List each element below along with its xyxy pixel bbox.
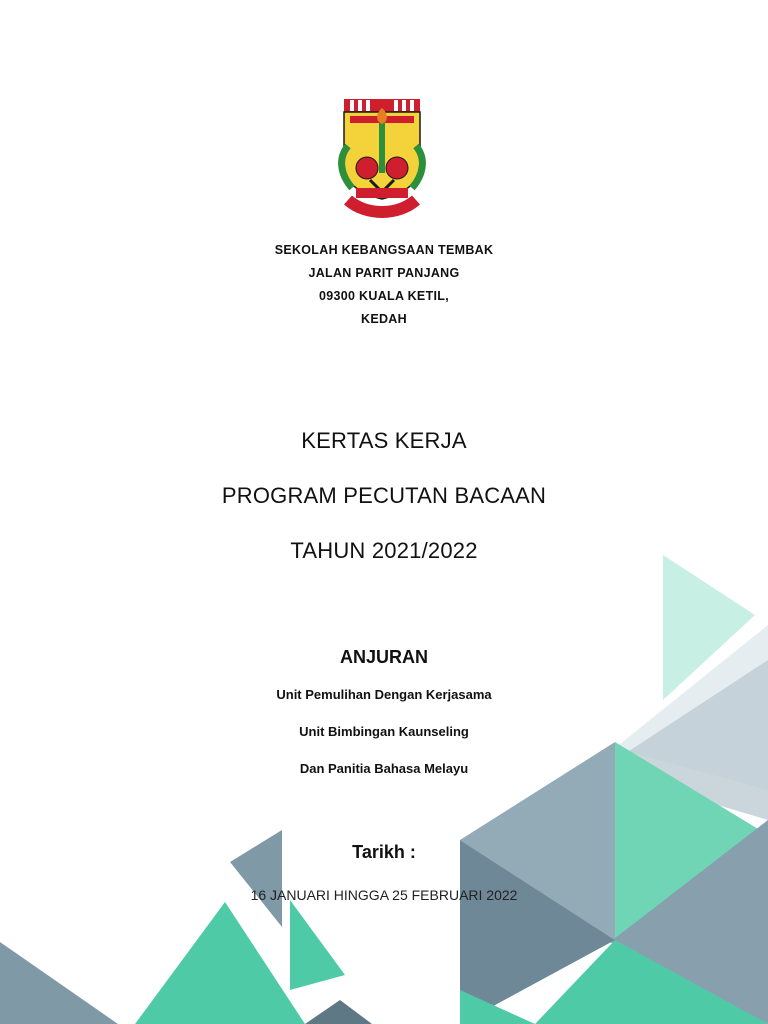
date-value: 16 JANUARI HINGGA 25 FEBRUARI 2022	[250, 887, 518, 903]
address-line: 09300 KUALA KETIL,	[319, 289, 449, 303]
school-crest-logo	[330, 96, 434, 222]
organizer-unit: Unit Bimbingan Kaunseling	[299, 724, 469, 739]
organizer-section	[0, 644, 768, 797]
organizer-heading: ANJURAN	[339, 647, 428, 667]
address-line: JALAN PARIT PANJANG	[308, 266, 460, 280]
title-line: KERTAS KERJA	[301, 428, 467, 453]
deco-triangle	[0, 942, 118, 1024]
date-label: Tarikh :	[352, 842, 416, 862]
deco-triangle	[305, 1000, 372, 1024]
address-line: SEKOLAH KEBANGSAAN TEMBAK	[274, 243, 494, 257]
title-line: TAHUN 2021/2022	[290, 538, 478, 563]
organizer-unit: Dan Panitia Bahasa Melayu	[299, 761, 469, 776]
address-line: KEDAH	[361, 312, 407, 326]
deco-triangle	[290, 900, 345, 990]
title-line: PROGRAM PECUTAN BACAAN	[221, 483, 547, 508]
school-address	[0, 239, 768, 331]
document-title	[0, 425, 768, 590]
organizer-unit: Unit Pemulihan Dengan Kerjasama	[276, 687, 492, 702]
